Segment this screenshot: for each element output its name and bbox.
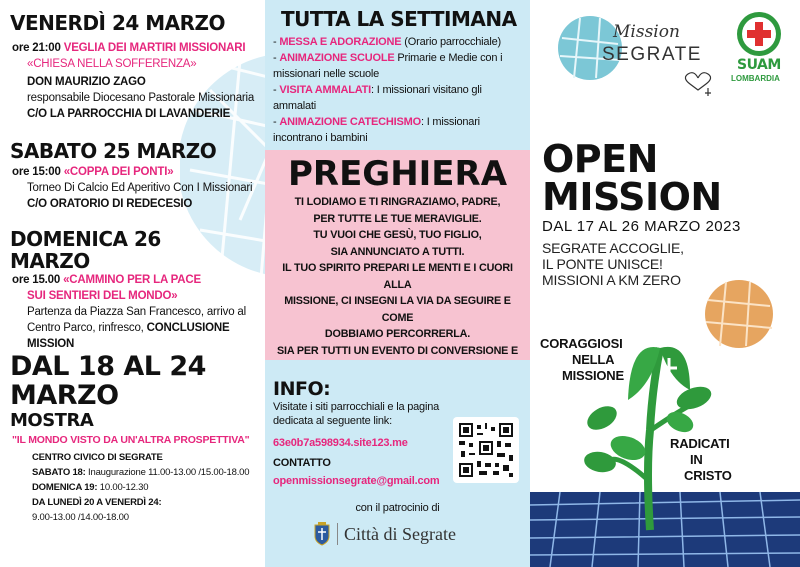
suam-logo-text: SUAM: [737, 57, 781, 73]
exhibition-sun-hours: 10.00-12.30: [97, 482, 149, 493]
event-friday-name: VEGLIA DEI MARTIRI MISSIONARI: [63, 42, 246, 54]
mission-logo-text: SEGRATE: [602, 44, 702, 65]
week-item: - MESSA E ADORAZIONE (Orario parrocchiale): [273, 36, 501, 48]
suam-logo-subtext: LOMBARDIA: [731, 74, 780, 83]
event-dates: DAL 17 AL 26 MARZO 2023: [542, 218, 741, 235]
exhibition-venue: CENTRO CIVICO DI SEGRATE: [32, 452, 163, 463]
main-title-line1: OPEN: [542, 137, 658, 181]
exhibition: [10, 352, 260, 525]
week-item-text: Primarie e Medie con i missionari nelle scuole: [273, 52, 503, 80]
event-sunday: [10, 228, 260, 352]
week-item-label: VISITA AMMALATI: [279, 84, 372, 96]
event-friday: [10, 12, 260, 122]
main-title-line2: MISSION: [542, 175, 722, 219]
prayer-line: DOBBIAMO PERCORRERLA.: [324, 328, 471, 340]
motto-rooted-1: RADICATI: [670, 436, 730, 451]
motto-courage-2: NELLA: [572, 352, 615, 367]
main-title: [542, 137, 722, 219]
event-sunday-title-1: DOMENICA 26: [10, 227, 161, 251]
tagline-3: MISSIONI A KM ZERO: [542, 272, 681, 288]
event-friday-time: ore 21:00: [12, 42, 61, 54]
event-sunday-time: ore 15.00: [12, 274, 61, 286]
tagline-2: IL PONTE UNISCE!: [542, 256, 663, 272]
event-sunday-desc-1: Partenza da Piazza San Francesco, arrivo al: [27, 306, 246, 318]
exhibition-sun-label: DOMENICA 19:: [32, 482, 98, 493]
right-panel: [530, 0, 800, 567]
exhibition-subtitle: MOSTRA: [10, 410, 94, 431]
orange-globe-graphic: [705, 280, 773, 348]
prayer-line: TI LODIAMO E TI RINGRAZIAMO, PADRE,: [294, 196, 501, 208]
info-title: INFO:: [273, 378, 331, 400]
prayer-line: TU VUOI CHE GESÙ, TUO FIGLIO,: [313, 229, 482, 241]
prayer-title: PREGHIERA: [287, 154, 508, 194]
exhibition-title-2: MARZO: [10, 380, 119, 411]
tagline-1: SEGRATE ACCOGLIE,: [542, 240, 684, 256]
exhibition-sat-hours: Inaugurazione 11.00-13.00 /15.00-18.00: [85, 467, 250, 478]
event-sunday-name-2: SUI SENTIERI DEL MONDO»: [27, 290, 178, 302]
small-cross-icon: [705, 88, 711, 96]
event-saturday-name: «COPPA DEI PONTI»: [63, 166, 174, 178]
event-saturday-place: C/O ORATORIO DI REDECESIO: [27, 198, 193, 210]
motto-courage-3: MISSIONE: [562, 368, 624, 383]
left-panel: [0, 0, 265, 567]
week-item-text: : I missionari incontrano i bambini: [273, 116, 480, 144]
prayer-line: MISSIONE, CI INSEGNI LA VIA DA SEGUIRE E COME: [284, 295, 511, 324]
prayer-line: IL TUO SPIRITO PREPARI LE MENTI E I CUORI ALLA: [282, 262, 513, 291]
contact-email[interactable]: openmissionsegrate@gmail.com: [273, 475, 440, 487]
info-text: Visitate i siti parrocchiali e la pagina dedicata al seguente link:: [273, 401, 440, 427]
prayer-line: PER TUTTE LE TUE MERAVIGLIE.: [313, 212, 482, 225]
contact-label: CONTATTO: [273, 457, 331, 469]
week-item-label: ANIMAZIONE SCUOLE: [279, 52, 395, 64]
exhibition-week-hours: 9.00-13.00 /14.00-18.00: [32, 512, 129, 523]
city-crest-icon: [313, 522, 331, 546]
week-item-text: (Orario parrocchiale): [401, 36, 501, 48]
week-item-label: ANIMAZIONE CATECHISMO: [279, 116, 421, 128]
event-friday-speaker: DON MAURIZIO ZAGO: [27, 76, 146, 88]
event-saturday-desc: Torneo Di Calcio Ed Aperitivo Con I Missionari: [27, 182, 253, 194]
event-sunday-title-2: MARZO: [10, 249, 90, 273]
city-name: Città di Segrate: [344, 523, 456, 544]
week-item: - ANIMAZIONE SCUOLE Primarie e Medie con i missionari nelle scuole: [273, 52, 503, 80]
week-section: [265, 0, 530, 150]
motto-rooted-2: IN: [690, 452, 703, 467]
event-sunday-desc-bold: CONCLUSIONE MISSION: [27, 322, 230, 350]
motto-rooted: [670, 436, 732, 484]
mission-logo-script: Mission: [613, 22, 680, 42]
event-friday-role: responsabile Diocesano Pastorale Missionaria: [27, 92, 255, 104]
city-logo: [313, 522, 456, 546]
exhibition-sat-label: SABATO 18:: [32, 467, 86, 478]
city-divider: [337, 523, 338, 545]
motto-rooted-3: CRISTO: [684, 468, 732, 483]
week-title: TUTTA LA SETTIMANA: [281, 7, 517, 31]
qr-code: [453, 417, 519, 483]
motto-courage: [540, 336, 624, 384]
prayer-line: SIA PER TUTTI UN EVENTO DI CONVERSIONE E: [277, 344, 518, 357]
middle-panel: [265, 0, 530, 567]
exhibition-name: "IL MONDO VISTO DA UN'ALTRA PROSPETTIVA": [12, 434, 250, 446]
event-sunday-name-1: «CAMMINO PER LA PACE: [63, 274, 201, 286]
event-saturday-time: ore 15:00: [12, 166, 61, 178]
event-sunday-desc-2: Centro Parco, rinfresco,: [27, 322, 147, 334]
exhibition-title-1: DAL 18 AL 24: [10, 351, 206, 382]
event-saturday-title: SABATO 25 MARZO: [10, 139, 217, 163]
prayer-section: [265, 150, 530, 360]
info-link[interactable]: 63e0b7a598934.site123.me: [273, 437, 408, 449]
heart-icon: [685, 73, 710, 90]
qr-code-graphic: [457, 421, 515, 479]
event-friday-place: C/O LA PARROCCHIA DI LAVANDERIE: [27, 108, 231, 120]
prayer-line: SIA ANNUNCIATO A TUTTI.: [330, 245, 465, 258]
week-item-label: MESSA E ADORAZIONE: [279, 36, 402, 48]
patronage-label: con il patrocinio di: [355, 502, 440, 514]
week-item: - ANIMAZIONE CATECHISMO: I missionari incontrano i bambini: [273, 116, 480, 144]
week-item: - VISITA AMMALATI: I missionari visitano gli ammalati: [273, 84, 482, 112]
event-friday-title: VENERDÌ 24 MARZO: [10, 11, 226, 35]
event-saturday: [10, 140, 260, 212]
week-item-text: : I missionari visitano gli ammalati: [273, 84, 482, 112]
info-section: [265, 360, 530, 567]
exhibition-week-label: DA LUNEDÌ 20 A VENERDÌ 24:: [32, 497, 162, 508]
event-friday-subtitle: «CHIESA NELLA SOFFERENZA»: [27, 58, 197, 70]
motto-courage-1: CORAGGIOSI: [540, 336, 623, 351]
